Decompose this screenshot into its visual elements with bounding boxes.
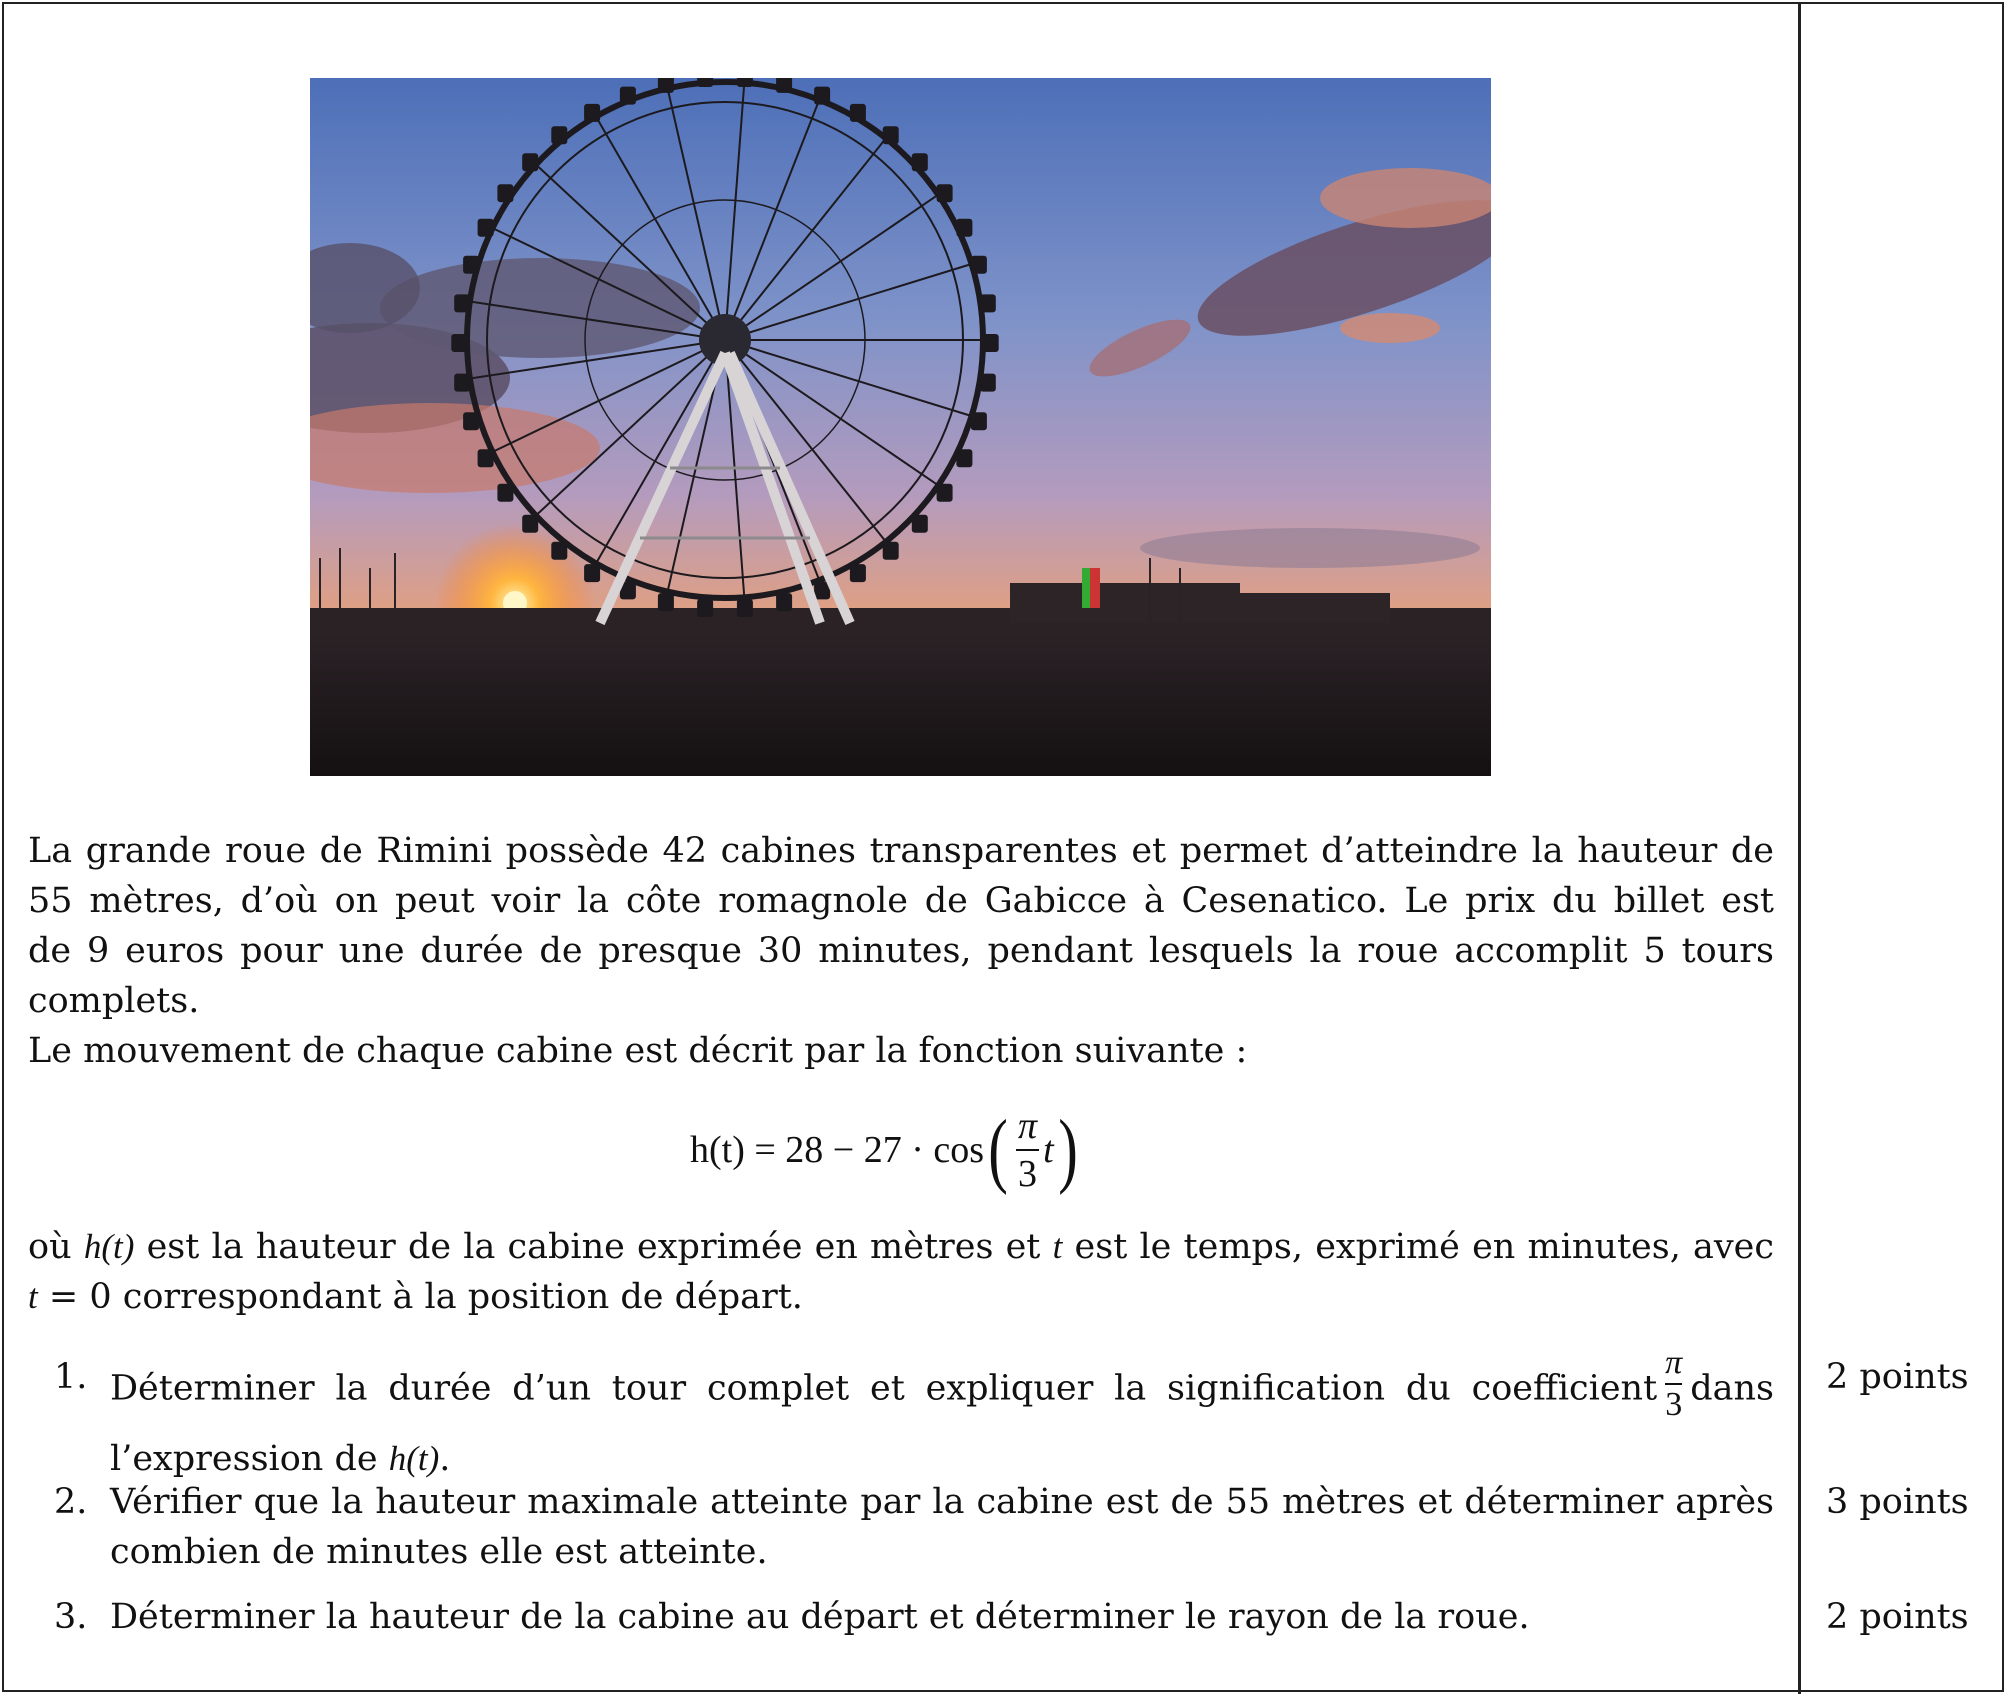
wheel-cabin <box>814 87 830 105</box>
explain-line: t = 0 correspondant à la position de départ. <box>28 1277 803 1317</box>
question-line: Déterminer la hauteur de la cabine au départ et déterminer le rayon de la roue. <box>110 1597 1530 1637</box>
wheel-cabin <box>956 219 972 237</box>
math-t: t <box>28 1277 38 1316</box>
wheel-cabin <box>478 219 494 237</box>
wheel-cabin <box>980 374 996 392</box>
intro-line: La grande roue de Rimini possède 42 cabines transparentes et permet d’atteindre la hauteur de <box>28 831 1774 871</box>
wheel-cabin <box>620 87 636 105</box>
wheel-cabin <box>454 374 470 392</box>
ferris-wheel-illustration <box>310 78 1491 776</box>
formula-fraction-denominator: 3 <box>1018 1153 1038 1195</box>
wheel-cabin <box>883 126 899 144</box>
question-1-points: 2 points <box>1826 1357 1969 1397</box>
intro-line: complets. <box>28 981 200 1021</box>
wheel-cabin <box>454 294 470 312</box>
wheel-cabin <box>937 184 953 202</box>
wheel-cabin <box>658 593 674 611</box>
wheel-cabin <box>497 484 513 502</box>
wheel-cabin <box>584 104 600 122</box>
question-number: 3. <box>54 1597 88 1637</box>
wheel-cabin <box>776 593 792 611</box>
wheel-cabin <box>522 153 538 171</box>
wheel-cabin <box>522 515 538 533</box>
wheel-cabin <box>776 78 792 93</box>
math-h-t: h(t) <box>83 1227 135 1266</box>
wheel-cabin <box>658 78 674 93</box>
intro-paragraph <box>28 826 1774 1076</box>
question-number: 1. <box>54 1357 88 1397</box>
wheel-cabin <box>451 334 467 352</box>
formula-lhs: h(t) = 28 − 27 · cos <box>690 1129 985 1171</box>
wheel-cabin <box>551 542 567 560</box>
wheel-cabin <box>971 412 987 430</box>
explain-paragraph <box>28 1222 1774 1322</box>
wheel-cabin <box>584 564 600 582</box>
question-2-points: 3 points <box>1826 1482 1969 1522</box>
question-line: l’expression de h(t). <box>110 1439 451 1479</box>
wheel-cabin <box>956 449 972 467</box>
explain-line: où h(t) est la hauteur de la cabine exprimée en mètres et t est le temps, exprimé en minutes, avec <box>28 1227 1774 1267</box>
coefficient-fraction: $\frac{\pi}{3}$ <box>1665 1344 1683 1423</box>
question-number: 2. <box>54 1482 88 1522</box>
wheel-cabin <box>463 412 479 430</box>
wheel-cabin <box>850 104 866 122</box>
wheel-cabin <box>912 515 928 533</box>
wheel-cabin <box>551 126 567 144</box>
wheel-cabin <box>697 599 713 617</box>
wheel-cabin <box>912 153 928 171</box>
wheel-cabin <box>850 564 866 582</box>
wheel-cabin <box>737 78 753 87</box>
intro-line: de 9 euros pour une durée de presque 30 minutes, pendant lesquels la roue accomplit 5 tours <box>28 931 1774 971</box>
question-line: Déterminer la durée d’un tour complet et expliquer la signification du coefficient $\frac{\pi}{3}$ dans <box>110 1344 1774 1423</box>
formula-fraction <box>1016 1107 1039 1193</box>
question-line: Vérifier que la hauteur maximale atteinte par la cabine est de 55 mètres et déterminer après <box>110 1482 1774 1522</box>
intro-line: 55 mètres, d’où on peut voir la côte romagnole de Gabicce à Cesenatico. Le prix du billet est <box>28 881 1774 921</box>
wheel-cabin <box>478 449 494 467</box>
height-formula: h(t) = 28 − 27 · cos ( $\frac{\pi}{3}$ t ) <box>690 1103 1078 1196</box>
wheel-cabin <box>697 78 713 87</box>
wheel-cabin <box>983 334 999 352</box>
wheel-cabin <box>737 599 753 617</box>
wheel-cabin <box>497 184 513 202</box>
formula-fraction-numerator: π <box>1018 1105 1038 1147</box>
question-3-points: 2 points <box>1826 1597 1969 1637</box>
wheel-cabin <box>883 542 899 560</box>
wheel-cabin <box>937 484 953 502</box>
points-column-divider <box>1798 2 1801 1694</box>
math-t: t <box>1052 1227 1063 1266</box>
question-line: combien de minutes elle est atteinte. <box>110 1532 768 1572</box>
ferris-wheel-photo <box>310 78 1491 776</box>
wheel-cabin <box>463 256 479 274</box>
math-h-t: h(t) <box>388 1439 440 1478</box>
wheel-cabin <box>971 256 987 274</box>
intro-line: Le mouvement de chaque cabine est décrit par la fonction suivante : <box>28 1031 1248 1071</box>
wheel-cabin <box>980 294 996 312</box>
formula-variable: t <box>1043 1129 1054 1171</box>
